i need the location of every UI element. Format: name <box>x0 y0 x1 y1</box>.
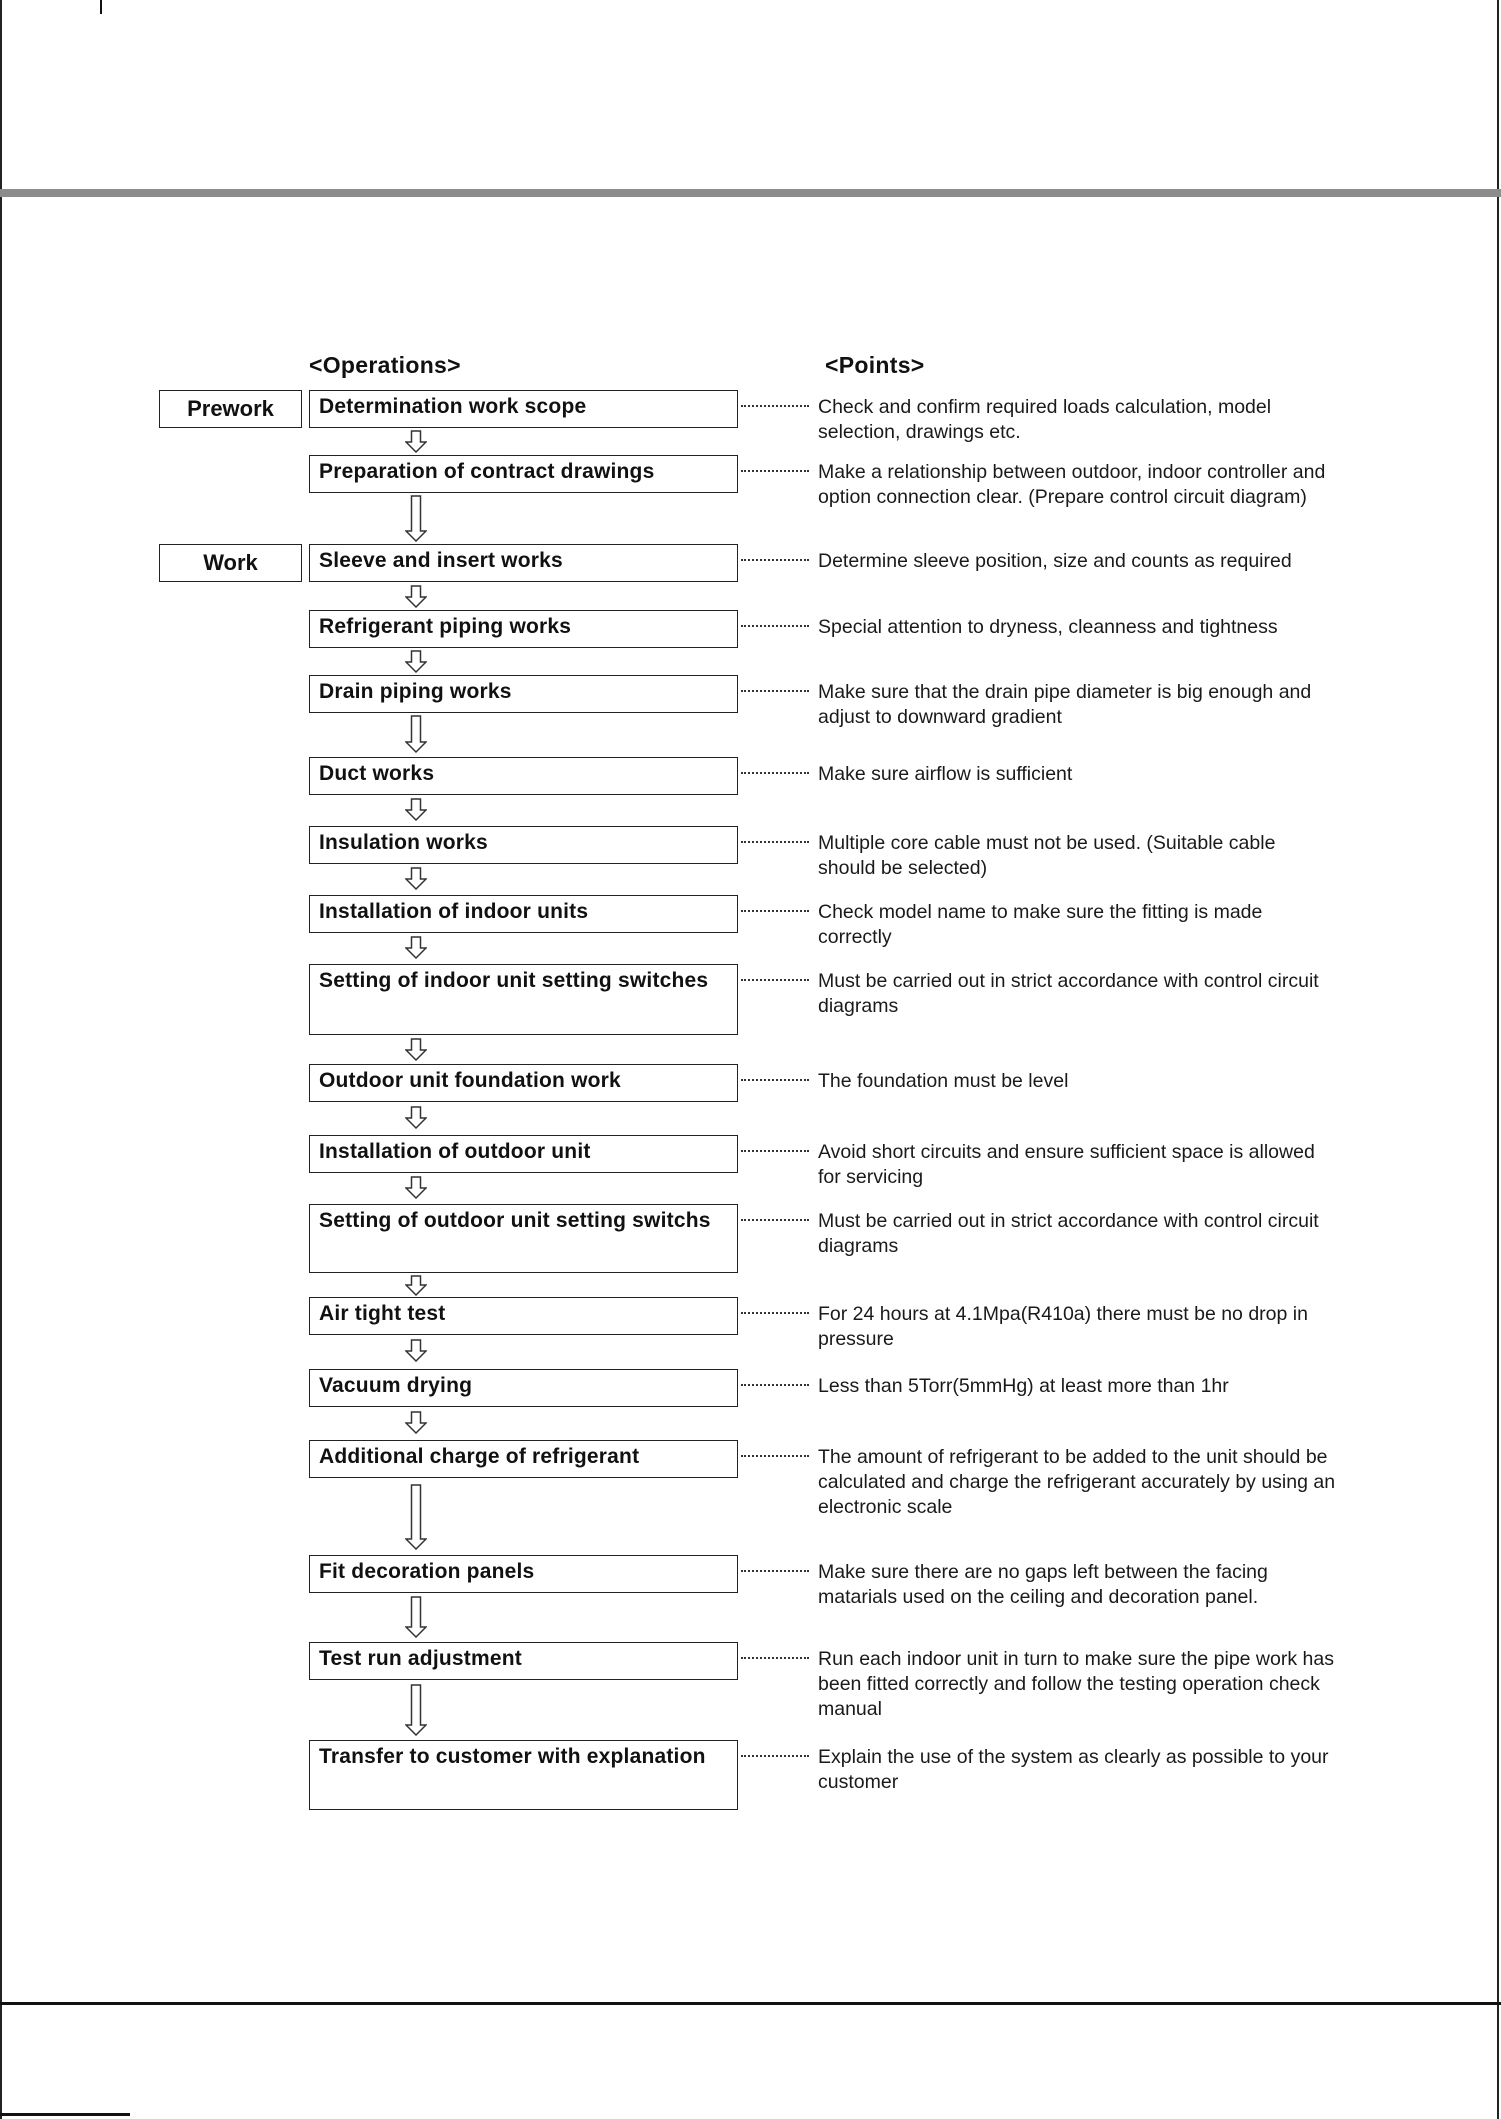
point-text: Make sure that the drain pipe diameter is big enough and adjust to downward gradient <box>818 681 1312 728</box>
leader-line <box>741 1312 809 1314</box>
down-arrow-icon <box>405 585 427 608</box>
leader-line <box>741 1570 809 1572</box>
down-arrow-icon <box>405 798 427 821</box>
point-text: Make sure there are no gaps left between the facing matarials used on the ceiling and decoration panel. <box>818 1561 1268 1608</box>
down-arrow-icon <box>405 1339 427 1362</box>
operation-step: Air tight test <box>309 1297 738 1335</box>
leader-line <box>741 1455 809 1457</box>
leader-line <box>741 690 809 692</box>
page-border-right <box>1497 0 1499 2119</box>
point-text: Explain the use of the system as clearly as possible to your customer <box>818 1746 1329 1793</box>
down-arrow-icon <box>405 430 427 453</box>
top-rule <box>0 189 1501 197</box>
operation-step: Installation of outdoor unit <box>309 1135 738 1173</box>
leader-line <box>741 1657 809 1659</box>
leader-line <box>741 1219 809 1221</box>
operation-step: Transfer to customer with explanation <box>309 1740 738 1810</box>
leader-line <box>741 841 809 843</box>
point-text: Make sure airflow is sufficient <box>818 763 1073 785</box>
down-arrow-icon <box>405 867 427 890</box>
down-arrow-icon <box>405 1106 427 1129</box>
leader-line <box>741 405 809 407</box>
leader-line <box>741 559 809 561</box>
down-arrow-icon <box>405 715 427 753</box>
down-arrow-icon <box>405 495 427 542</box>
operation-step: Refrigerant piping works <box>309 610 738 648</box>
down-arrow-icon <box>405 650 427 673</box>
point-text: Avoid short circuits and ensure sufficient space is allowed for servicing <box>818 1141 1315 1188</box>
leader-line <box>741 1079 809 1081</box>
operation-step: Test run adjustment <box>309 1642 738 1680</box>
page-border-left <box>0 0 2 2119</box>
down-arrow-icon <box>405 1684 427 1736</box>
point-text: Run each indoor unit in turn to make sure the pipe work has been fitted correctly and follow the testing operation check manual <box>818 1648 1334 1720</box>
operation-step: Insulation works <box>309 826 738 864</box>
leader-line <box>741 910 809 912</box>
down-arrow-icon <box>405 936 427 959</box>
leader-line <box>741 1150 809 1152</box>
operation-step: Preparation of contract drawings <box>309 455 738 493</box>
point-text: For 24 hours at 4.1Mpa(R410a) there must be no drop in pressure <box>818 1303 1308 1350</box>
point-text: Check model name to make sure the fitting is made correctly <box>818 901 1263 948</box>
leader-line <box>741 1755 809 1757</box>
operation-step: Outdoor unit foundation work <box>309 1064 738 1102</box>
point-text: Check and confirm required loads calculation, model selection, drawings etc. <box>818 396 1272 443</box>
point-text: Make a relationship between outdoor, indoor controller and option connection clear. (Prepare control circuit diagram) <box>818 461 1326 508</box>
phase-work: Work <box>159 544 302 582</box>
points-header: <Points> <box>825 352 925 378</box>
down-arrow-icon <box>405 1411 427 1434</box>
bottom-mark <box>0 2113 130 2116</box>
operation-step: Additional charge of refrigerant <box>309 1440 738 1478</box>
point-text: Must be carried out in strict accordance with control circuit diagrams <box>818 970 1319 1017</box>
point-text: The amount of refrigerant to be added to the unit should be calculated and charge the refrigerant accurately by using an electronic scale <box>818 1446 1336 1518</box>
operation-step: Setting of outdoor unit setting switchs <box>309 1204 738 1273</box>
down-arrow-icon <box>405 1176 427 1199</box>
point-text: Must be carried out in strict accordance with control circuit diagrams <box>818 1210 1319 1257</box>
phase-prework: Prework <box>159 390 302 428</box>
point-text: Determine sleeve position, size and counts as required <box>818 550 1292 572</box>
point-text: Less than 5Torr(5mmHg) at least more than 1hr <box>818 1375 1229 1397</box>
down-arrow-icon <box>405 1596 427 1638</box>
operation-step: Duct works <box>309 757 738 795</box>
bottom-rule <box>0 2002 1501 2005</box>
leader-line <box>741 625 809 627</box>
operation-step: Setting of indoor unit setting switches <box>309 964 738 1035</box>
operation-step: Sleeve and insert works <box>309 544 738 582</box>
point-text: The foundation must be level <box>818 1070 1069 1092</box>
down-arrow-icon <box>405 1038 427 1061</box>
point-text: Special attention to dryness, cleanness and tightness <box>818 616 1278 638</box>
leader-line <box>741 1384 809 1386</box>
point-text: Multiple core cable must not be used. (Suitable cable should be selected) <box>818 832 1276 879</box>
operation-step: Installation of indoor units <box>309 895 738 933</box>
operation-step: Fit decoration panels <box>309 1555 738 1593</box>
leader-line <box>741 470 809 472</box>
operation-step: Vacuum drying <box>309 1369 738 1407</box>
leader-line <box>741 979 809 981</box>
corner-mark <box>100 0 102 14</box>
operation-step: Determination work scope <box>309 390 738 428</box>
down-arrow-icon <box>405 1275 427 1296</box>
operation-step: Drain piping works <box>309 675 738 713</box>
leader-line <box>741 772 809 774</box>
down-arrow-icon <box>405 1484 427 1550</box>
operations-header: <Operations> <box>309 352 461 378</box>
